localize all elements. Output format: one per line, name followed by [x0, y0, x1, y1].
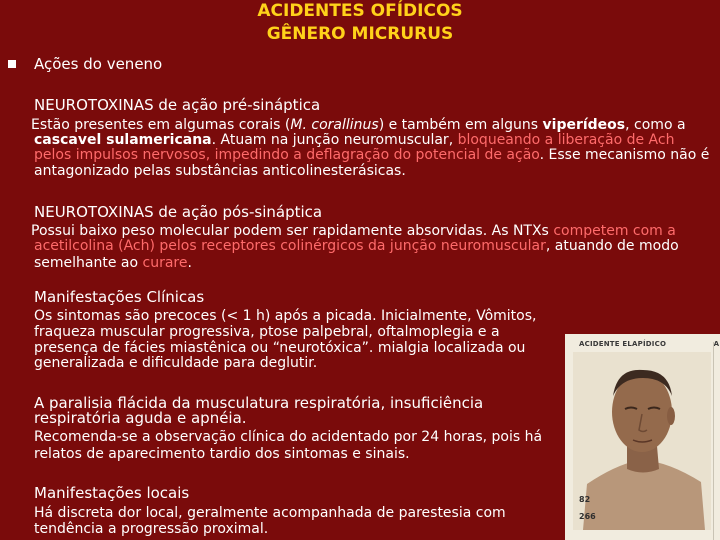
pre-synaptic-line3	[34, 148, 709, 164]
text-run: . Atuam na junção neuromuscular,	[211, 132, 458, 148]
highlight-text: bloqueando a liberação de Ach	[457, 132, 675, 148]
text-run: Possui baixo peso molecular podem ser rapidamente absorvidas. As NTXs	[31, 223, 554, 239]
photo-caption: ACIDENTE ELAPÍDICO	[579, 340, 667, 348]
curare-term: curare	[142, 255, 188, 271]
text-run: ) e também em alguns	[378, 117, 543, 133]
clinical-line2: fraqueza muscular progressiva, ptose palpebral, oftalmoplegia e a	[34, 324, 500, 340]
clinical-line3: presença de fácies miastênica ou “neurotóxica”. mialgia localizada ou	[34, 340, 526, 356]
bullet-text: Ações do veneno	[34, 55, 163, 73]
patient-photo	[565, 334, 720, 540]
photo-edge-divider	[713, 342, 714, 540]
species-name: M. corallinus	[290, 117, 379, 133]
text-run: , como a	[625, 117, 686, 133]
observation-line2: relatos de aparecimento tardio dos sintomas e sinais.	[34, 446, 410, 462]
clinical-line1: Os sintomas são precoces (< 1 h) após a picada. Inicialmente, Vômitos,	[34, 308, 537, 324]
slide-title-line1: ACIDENTES OFÍDICOS	[257, 1, 463, 21]
figure-number-2: 266	[579, 512, 596, 521]
post-synaptic-line2	[34, 239, 679, 255]
highlight-text: pelos impulsos nervosos, impedindo a deflagração do potencial de ação	[34, 147, 540, 163]
local-line2: tendência a progressão proximal.	[34, 521, 269, 537]
pre-synaptic-heading: NEUROTOXINAS de ação pré-sináptica	[34, 96, 321, 114]
pre-synaptic-line4: antagonizado pelas substâncias anticolinesterásicas.	[34, 163, 406, 179]
text-run: . Esse mecanismo não é	[539, 147, 710, 163]
observation-line1: Recomenda-se a observação clínica do acidentado por 24 horas, pois há	[34, 429, 543, 445]
text-run: Estão presentes em algumas corais (	[31, 117, 291, 133]
post-synaptic-line3	[34, 256, 192, 272]
local-heading: Manifestações locais	[34, 484, 190, 502]
text-run: semelhante ao	[34, 255, 143, 271]
viperideos-term: viperídeos	[542, 117, 626, 133]
square-bullet-icon	[8, 60, 16, 68]
slide-title-line2: GÊNERO MICRURUS	[266, 24, 454, 44]
clinical-heading: Manifestações Clínicas	[34, 288, 205, 306]
patient-face-illustration	[565, 334, 720, 540]
cascavel-term: cascavel sulamericana	[34, 132, 212, 148]
photo-caption-right: A	[713, 340, 719, 348]
figure-number-1: 82	[579, 495, 591, 504]
highlight-text: acetilcolina (Ach) pelos receptores colinérgicos da junção neuromuscular	[34, 238, 546, 254]
highlight-text: competem com a	[553, 223, 676, 239]
paralysis-line2: respiratória aguda e apnéia.	[34, 409, 247, 427]
text-run: , atuando de modo	[545, 238, 679, 254]
text-run: .	[187, 255, 192, 271]
local-line1: Há discreta dor local, geralmente acompanhada de parestesia com	[34, 505, 506, 521]
post-synaptic-heading: NEUROTOXINAS de ação pós-sináptica	[34, 203, 323, 221]
paralysis-line1: A paralisia flácida da musculatura respiratória, insuficiência	[34, 394, 484, 412]
clinical-line4: generalizada e dificuldade para deglutir.	[34, 355, 318, 371]
